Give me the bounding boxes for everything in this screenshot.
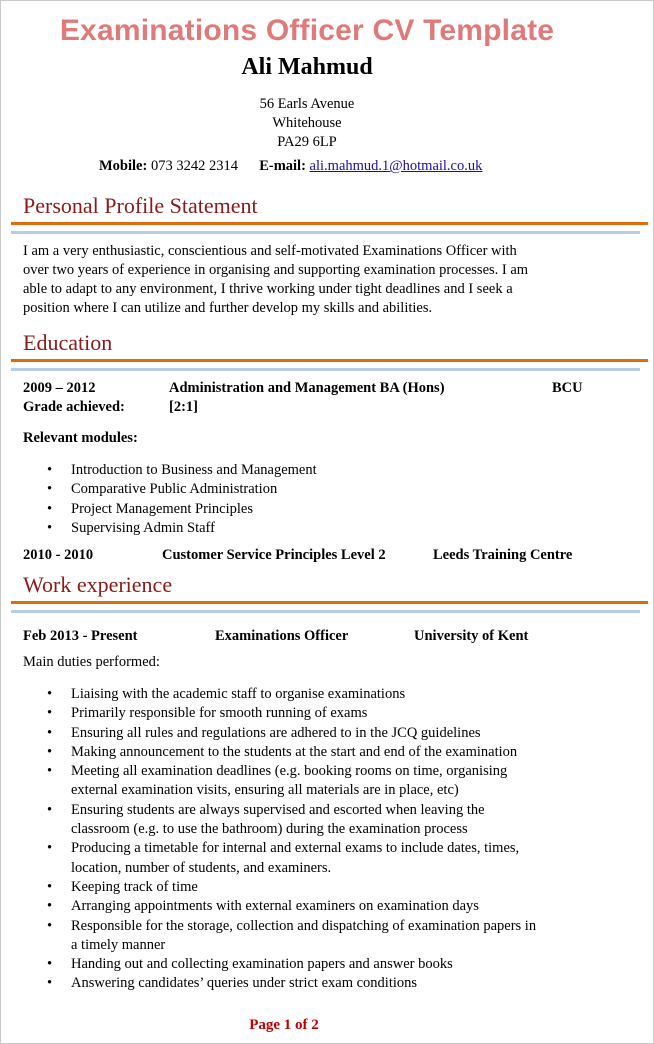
section-rule-light [11, 368, 640, 371]
profile-line: position where I can utilize and further develop my skills and abilities. [23, 300, 433, 316]
profile-heading: Personal Profile Statement [23, 193, 258, 218]
section-rule-light [11, 610, 640, 613]
section-rule [11, 601, 648, 604]
profile-line: able to adapt to any environment, I thrive working under tight deadlines and I seek a [23, 281, 513, 297]
duties-list [47, 685, 587, 994]
grade-label: Grade achieved: [23, 399, 125, 415]
job-title: Examinations Officer [215, 628, 349, 644]
list-item: • Primarily responsible for smooth running of exams [47, 704, 587, 723]
modules-label: Relevant modules: [23, 430, 138, 446]
email-link[interactable]: ali.mahmud.1@hotmail.co.uk [309, 158, 483, 174]
job-dates: Feb 2013 - Present [23, 628, 138, 644]
list-item: • Answering candidates’ queries under strict exam conditions [47, 974, 587, 993]
profile-statement [23, 242, 583, 318]
list-item: • Responsible for the storage, collection and dispatching of examination papers in a timely manner [47, 917, 587, 956]
course-institution: Leeds Training Centre [433, 547, 573, 563]
work-heading: Work experience [23, 572, 173, 597]
list-item: • Ensuring students are always supervised and escorted when leaving the classroom (e.g. to use the bathroom) during the examination process [47, 801, 587, 840]
address-line-2: Whitehouse [272, 115, 342, 131]
grade-value: [2:1] [169, 399, 198, 415]
modules-list [47, 461, 587, 538]
address-line-3: PA29 6LP [277, 134, 337, 150]
profile-line: I am a very enthusiastic, conscientious and self-motivated Examinations Officer with [23, 243, 517, 259]
course-title: Customer Service Principles Level 2 [162, 547, 386, 563]
degree-title: Administration and Management BA (Hons) [169, 380, 445, 396]
list-item: • Comparative Public Administration [47, 480, 587, 499]
list-item: • Arranging appointments with external examiners on examination days [47, 897, 587, 916]
candidate-name: Ali Mahmud [241, 54, 373, 80]
section-rule-light [11, 231, 640, 234]
list-item: • Ensuring all rules and regulations are adhered to in the JCQ guidelines [47, 724, 587, 743]
address-line-1: 56 Earls Avenue [259, 96, 355, 112]
section-rule [11, 222, 648, 225]
degree-dates: 2009 – 2012 [23, 380, 96, 396]
degree-institution: BCU [552, 380, 583, 396]
duties-label: Main duties performed: [23, 654, 160, 670]
list-item: • Project Management Principles [47, 500, 587, 519]
mobile-number: 073 3242 2314 [150, 158, 238, 174]
list-item: • Supervising Admin Staff [47, 519, 587, 538]
list-item: • Liaising with the academic staff to organise examinations [47, 685, 587, 704]
email-label: E-mail: [259, 158, 306, 174]
document-title: Examinations Officer CV Template [59, 14, 555, 47]
list-item: • Introduction to Business and Management [47, 461, 587, 480]
education-heading: Education [23, 330, 113, 355]
list-item: • Making announcement to the students at the start and end of the examination [47, 743, 587, 762]
course-dates: 2010 - 2010 [23, 547, 94, 563]
section-rule [11, 359, 648, 362]
list-item: • Handing out and collecting examination papers and answer books [47, 955, 587, 974]
profile-line: over two years of experience in organising and supporting examination processes. I am [23, 262, 529, 278]
list-item: • Keeping track of time [47, 878, 587, 897]
mobile-label: Mobile: [99, 158, 148, 174]
contact-line [99, 158, 482, 175]
job-employer: University of Kent [414, 628, 529, 644]
page-footer: Page 1 of 2 [249, 1017, 319, 1033]
list-item: • Producing a timetable for internal and external exams to include dates, times, location, number of students, and examiners. [47, 839, 587, 878]
list-item: • Meeting all examination deadlines (e.g. booking rooms on time, organising external examination visits, ensuring all materials are in place, etc) [47, 762, 587, 801]
